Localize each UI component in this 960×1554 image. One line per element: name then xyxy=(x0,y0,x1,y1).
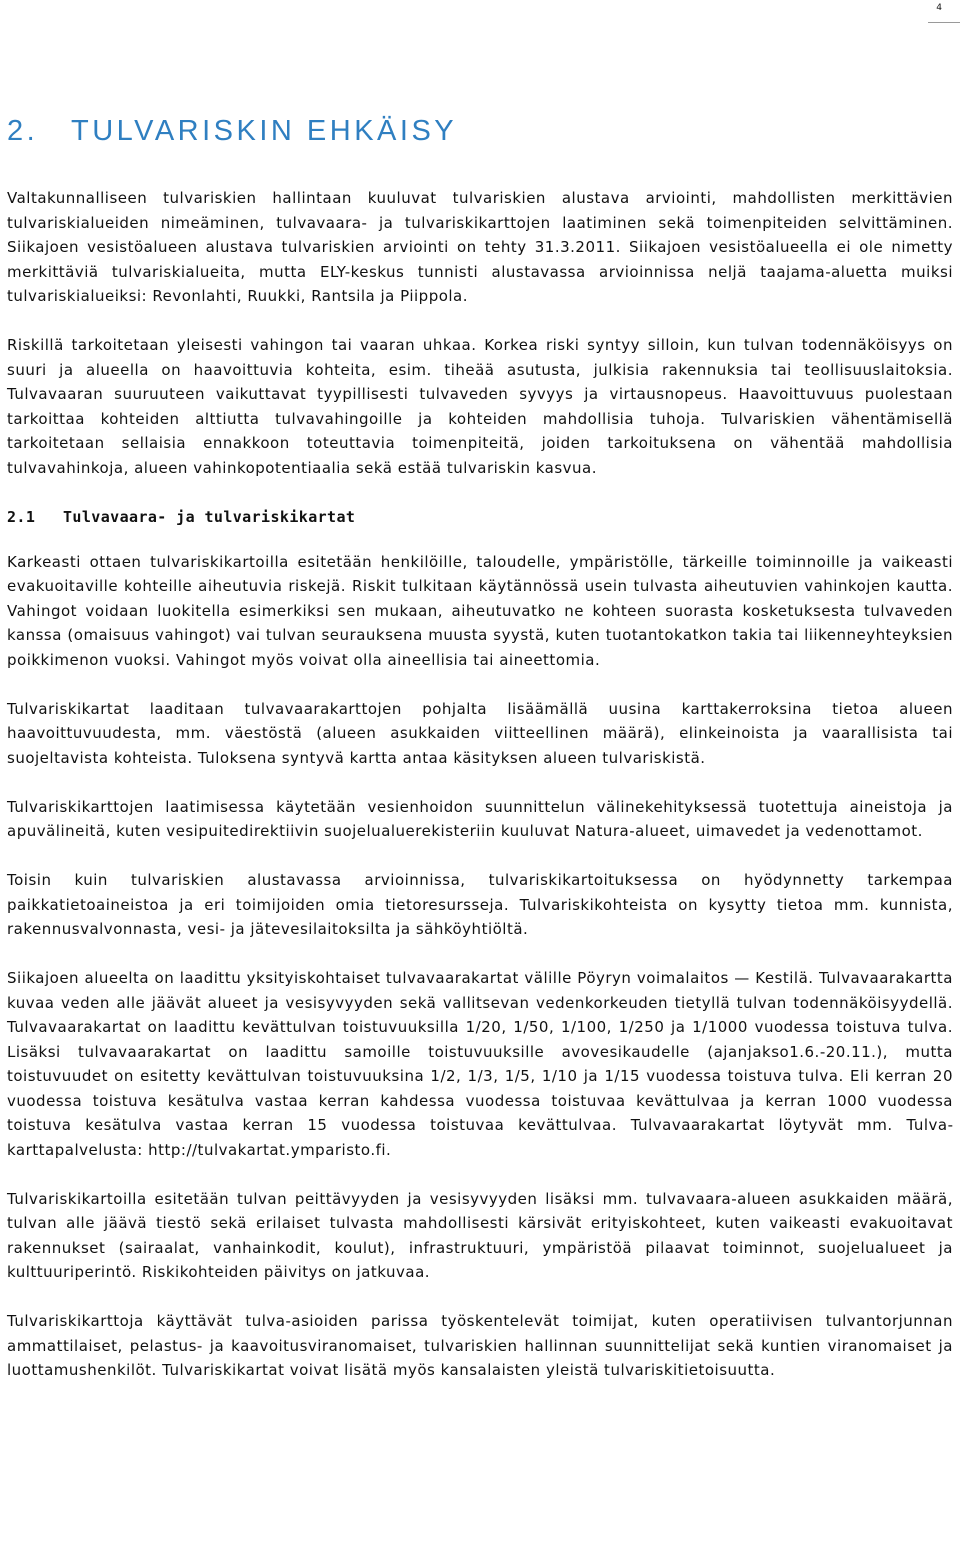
chapter-heading xyxy=(7,112,953,150)
paragraph: Tulvariskikarttojen laatimisessa käytetään vesienhoidon suunnittelun välinekehityksessä tuotettuja aineistoja ja apuvälineitä, kuten vesipuitedirektiivin suojelualuerekisteriin kuuluvat Natura-alueet, uimavedet ja vedenottamot. xyxy=(7,797,953,840)
document-body xyxy=(7,112,953,1407)
paragraph: Riskillä tarkoitetaan yleisesti vahingon tai vaaran uhkaa. Korkea riski syntyy silloin, kun tulvan todennäköisyys on suuri ja alueella on haavoittuvia kohteita, esim. tiheää asutusta, julkisia rakennuksia tai teollisuuslaitoksia. Tulvavaaran suuruuteen vaikuttavat tyypillisesti tulvaveden syvyys ja virtausnopeus. Haavoittuvuus puolestaan tarkoittaa kohteiden alttiutta tulvavahingoille ja kohteiden mahdollisia tuhoja. Tulvariskien vähentämisellä tarkoitetaan sellaisia ennakkoon toteuttavia toimenpiteitä, joiden tarkoituksena on vähentää mahdollisia tulvavahinkoja, alueen vahinkopotentiaalia sekä estää tulvariskin kasvua. xyxy=(7,336,953,477)
page-number: 4 xyxy=(936,3,942,13)
section-title: Tulvavaara- ja tulvariskikartat xyxy=(63,507,356,526)
paragraph: Valtakunnalliseen tulvariskien hallintaan kuuluvat tulvariskien alustava arviointi, mahdollisten merkittävien tulvariskialueiden nimeäminen, tulvavaara- ja tulvariskikarttojen laatiminen sekä toimenpiteiden selvittäminen. Siikajoen vesistöalueen alustava tulvariskien arviointi on tehty 31.3.2011. Siikajoen vesistöalueella ei ole nimetty merkittäviä tulvariskialueita, mutta ELY-keskus tunnisti alustavassa arvioinnissa neljä taajama-aluetta muiksi tulvariskialueiksi: Revonlahti, Ruukki, Rantsila ja Piippola. xyxy=(7,189,953,305)
section-heading xyxy=(7,505,953,529)
paragraph: Karkeasti ottaen tulvariskikartoilla esitetään henkilöille, taloudelle, ympäristölle, tärkeille toiminnoille ja vaikeasti evakuoitaville kohteille aiheutuvia riskejä. Riskit tulkitaan käytännössä usein tulvasta aiheutuvien vahinkojen kautta. Vahingot voidaan luokitella esimerkiksi sen mukaan, aiheutuvatko ne kohteen suorasta kosketuksesta tulvaveden kanssa (omaisuus vahingot) vai tulvan seurauksena muusta syystä, kuten tuotantokatkon takia tai liikenneyhteyksien poikkimenon vuoksi. Vahingot myös voivat olla aineellisia tai aineettomia. xyxy=(7,552,953,669)
paragraph: Toisin kuin tulvariskien alustavassa arvioinnissa, tulvariskikartoituksessa on hyödynnetty tarkempaa paikkatietoaineistoa ja eri toimijoiden omia tietoresursseja. Tulvariskikohteista on kysytty tietoa mm. kunnista, rakennusvalvonnasta, vesi- ja jätevesilaitoksilta ja sähköyhtiöltä. xyxy=(7,871,953,938)
section-number: 2.1 xyxy=(7,507,36,526)
chapter-title: TULVARISKIN EHKÄISY xyxy=(71,115,458,147)
paragraph: Siikajoen alueelta on laadittu yksityiskohtaiset tulvavaarakartat välille Pöyryn voimalaitos — Kestilä. Tulvavaarakartta kuvaa veden alle jäävät alueet ja vesisyvyyden sekä vallitsevan vedenkorkeuden tietyllä tulvan todennäköisyydellä. Tulvavaarakartat on laadittu kevättulvan toistuvuuksilla 1/20, 1/50, 1/100, 1/250 ja 1/1000 vuodessa toistuva tulva. Lisäksi tulvavaarakartat on laadittu samoille toistuvuuksille avovesikaudelle (ajanjakso1.6.-20.11.), mutta toistuvuudet on esitetty kevättulvan toistuvuuksina 1/2, 1/3, 1/5, 1/10 ja 1/15 vuodessa toistuva tulva. Eli kerran 20 vuodessa toistuva kesätulva vastaa kerran kahdessa vuodessa toistuvaa kevättulvaa ja kerran 1000 vuodessa toistuva kesätulva vastaa kerran 15 vuodessa toistuvaa kevättulvaa. Tulvavaarakartat löytyvät mm. Tulvakarttapalvelusta: http://tulvakartat.ymparisto.fi. xyxy=(7,969,953,1159)
paragraph: Tulvariskikarttoja käyttävät tulva-asioiden parissa työskentelevät toimijat, kuten operatiivisen tulvantorjunnan ammattilaiset, pelastus- ja kaavoitusviranomaiset, tulvariskien hallinnan suunnittelijat sekä kuntien viranomaiset ja luottamushenkilöt. Tulvariskikartat voivat lisätä myös kansalaisten yleistä tulvariskitietoisuutta. xyxy=(7,1312,953,1379)
header-rule xyxy=(928,22,960,23)
chapter-number: 2. xyxy=(7,115,39,147)
paragraph: Tulvariskikartoilla esitetään tulvan peittävyyden ja vesisyvyyden lisäksi mm. tulvavaara-alueen asukkaiden määrä, tulvan alle jäävä tiestö sekä erilaiset tulvasta mahdollisesti kärsivät erityiskohteet, kuten vaikeasti evakuoitavat rakennukset (sairaalat, vanhainkodit, koulut), infrastruktuuri, ympäristöä pilaavat toiminnot, suojelualueet ja kulttuuriperintö. Riskikohteiden päivitys on jatkuvaa. xyxy=(7,1189,953,1281)
paragraph: Tulvariskikartat laaditaan tulvavaarakarttojen pohjalta lisäämällä uusina karttakerroksina tietoa alueen haavoittuvuudesta, mm. väestöstä (alueen asukkaiden viitteellinen määrä), elinkeinoista ja vaarallisista tai suojeltavista kohteista. Tuloksena syntyvä kartta antaa käsityksen alueen tulvariskistä. xyxy=(7,699,953,767)
